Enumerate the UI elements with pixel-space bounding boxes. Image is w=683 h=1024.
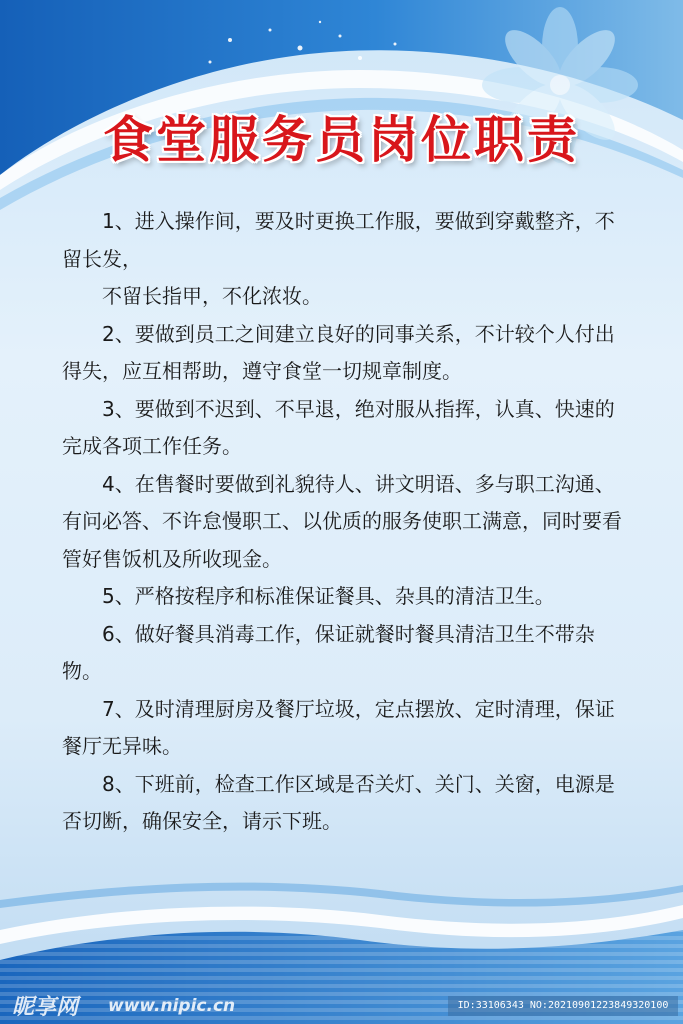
duty-item-6: 6、做好餐具消毒工作，保证就餐时餐具清洁卫生不带杂物。	[62, 621, 595, 683]
duty-item-2: 2、要做到员工之间建立良好的同事关系，不计较个人付出得失，应互相帮助，遵守食堂一切规章制度。	[62, 321, 615, 383]
duties-list	[62, 203, 624, 841]
duty-item-1-continued: 不留长指甲，不化浓妆。	[102, 284, 322, 308]
duty-item-7: 7、及时清理厨房及餐厅垃圾，定点摆放、定时清理，保证餐厅无异味。	[62, 696, 615, 758]
watermark-url: www.nipic.cn	[108, 996, 236, 1016]
watermark-logo: 昵享网	[12, 995, 79, 1020]
duty-item-3: 3、要做到不迟到、不早退，绝对服从指挥，认真、快速的完成各项工作任务。	[62, 396, 615, 458]
duty-item-1: 1、进入操作间，要及时更换工作服，要做到穿戴整齐，不留长发，	[62, 209, 615, 271]
duty-item-4: 4、在售餐时要做到礼貌待人、讲文明语、多与职工沟通、有问必答、不许怠慢职工、以优质的服务使职工满意，同时要看管好售饭机及所收现金。	[62, 471, 622, 571]
poster-title: 食堂服务员岗位职责	[103, 110, 580, 169]
duty-item-8: 8、下班前，检查工作区域是否关灯、关门、关窗，电源是否切断，确保安全，请示下班。	[62, 771, 615, 833]
watermark-id: ID:33106343 NO:20210901223849320100	[448, 996, 678, 1016]
duty-item-5: 5、严格按程序和标准保证餐具、杂具的清洁卫生。	[102, 584, 555, 608]
